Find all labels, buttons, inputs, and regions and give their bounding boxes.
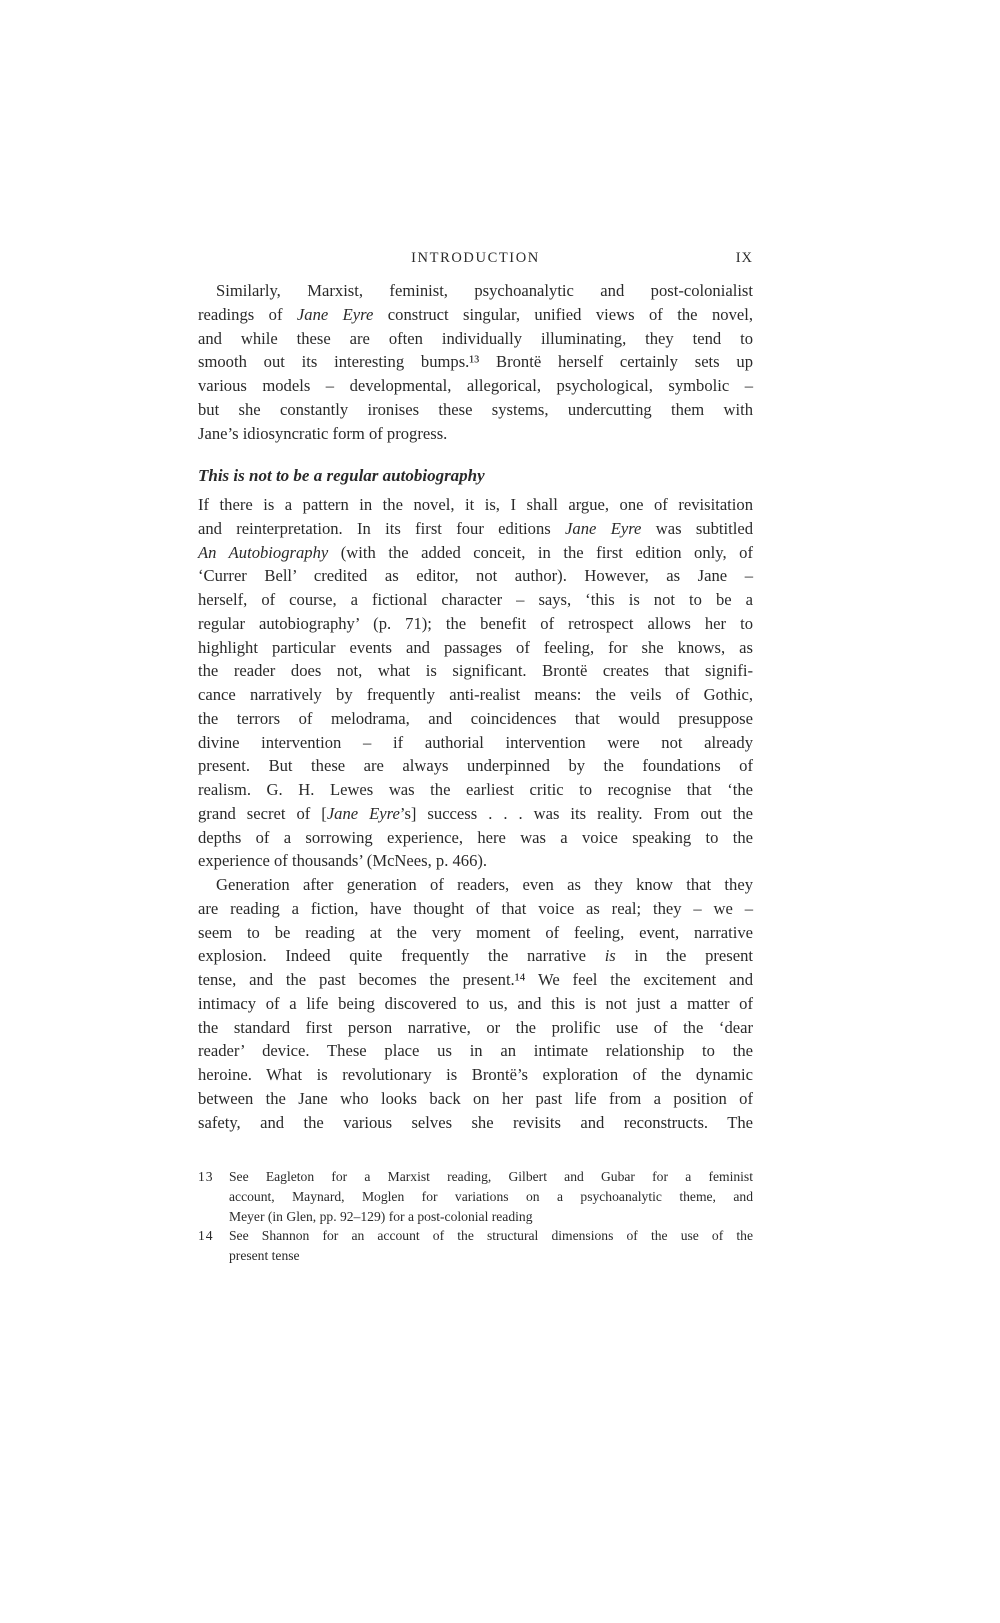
italic-text: An Autobiography (198, 542, 329, 562)
text-line (198, 327, 753, 351)
text-line (229, 1226, 753, 1246)
text-span: highlight particular events and passages of feeling, for she knows, as (198, 637, 753, 657)
text-span: smooth out its interesting bumps.¹³ Brontë herself certainly sets up (198, 352, 753, 372)
text-line (198, 517, 753, 541)
text-span: realism. G. H. Lewes was the earliest critic to recognise that ‘the (198, 780, 753, 799)
text-line (198, 873, 753, 897)
text-line (198, 1039, 753, 1063)
text-span: tense, and the past becomes the present.¹⁴ We feel the excitement and (198, 970, 753, 989)
paragraph (198, 493, 753, 873)
text-span: ‘Currer Bell’ credited as editor, not author). However, as Jane – (198, 566, 753, 586)
text-span: present tense (229, 1247, 300, 1263)
footnote-number: 13 (198, 1169, 214, 1184)
text-span: seem to be reading at the very moment of feeling, event, narrative (198, 922, 753, 942)
text-line (198, 683, 753, 707)
italic-text: is (604, 946, 616, 966)
paragraph (198, 279, 753, 445)
text-span: between the Jane who looks back on her past life from a position of (198, 1088, 753, 1108)
text-line (198, 588, 753, 612)
text-line (198, 659, 753, 683)
footnote (198, 1226, 753, 1266)
text-line (198, 398, 753, 422)
italic-text: Jane Eyre (326, 803, 400, 823)
text-line (198, 564, 753, 588)
text-line (198, 374, 753, 398)
text-line (198, 1087, 753, 1111)
text-span: depths of a sorrowing experience, here was a voice speaking to the (198, 827, 753, 847)
text-line (229, 1167, 753, 1187)
text-line (198, 944, 753, 968)
text-span: (with the added conceit, in the first edition only, of (328, 542, 753, 562)
text-span: but she constantly ironises these systems, undercutting them with (198, 399, 753, 419)
text-span: See Shannon for an account of the structural dimensions of the use of the (229, 1228, 753, 1243)
text-span: grand secret of [ (198, 803, 327, 823)
running-head-title: INTRODUCTION (411, 250, 540, 266)
text-span: various models – developmental, allegorical, psychological, symbolic – (198, 376, 753, 395)
text-span: present. But these are always underpinned by the foundations of (198, 756, 753, 776)
text-line (229, 1187, 753, 1207)
text-span: the terrors of melodrama, and coincidences that would presuppose (198, 708, 753, 728)
text-span: the standard first person narrative, or the prolific use of the ‘dear (198, 1017, 753, 1037)
text-line (198, 754, 753, 778)
text-span: experience of thousands’ (McNees, p. 466). (198, 851, 488, 871)
text-span: See Eagleton for a Marxist reading, Gilbert and Gubar for a feminist (229, 1169, 753, 1184)
text-span: reader’ device. These place us in an intimate relationship to the (198, 1041, 753, 1061)
text-span: ’s] success . . . was its reality. From out the (399, 803, 753, 823)
text-span: and reinterpretation. In its first four editions (198, 518, 566, 538)
text-line (198, 636, 753, 660)
text-span: Similarly, Marxist, feminist, psychoanalytic and post-colonialist (216, 281, 753, 300)
text-span: and while these are often individually illuminating, they tend to (198, 328, 753, 348)
text-span: regular autobiography’ (p. 71); the benefit of retrospect allows her to (198, 613, 753, 633)
text-line (198, 1016, 753, 1040)
text-line (198, 303, 753, 327)
text-line (198, 849, 753, 873)
text-span: are reading a fiction, have thought of that voice as real; they – we – (198, 898, 753, 918)
text-line (198, 422, 753, 446)
footnote-number: 14 (198, 1228, 214, 1243)
text-line (198, 612, 753, 636)
text-line (198, 921, 753, 945)
text-span: If there is a pattern in the novel, it is, I shall argue, one of revisitation (198, 495, 753, 514)
text-span: was subtitled (641, 518, 754, 538)
text-line (229, 1246, 753, 1266)
text-span: the reader does not, what is significant. Brontë creates that signifi- (198, 661, 753, 681)
section-heading: This is not to be a regular autobiography (198, 466, 485, 485)
text-span: Meyer (in Glen, pp. 92–129) for a post-colonial reading (229, 1208, 533, 1224)
text-line (198, 778, 753, 802)
text-line (198, 897, 753, 921)
text-span: cance narratively by frequently anti-realist means: the veils of Gothic, (198, 685, 753, 704)
italic-text: Jane Eyre (296, 304, 374, 324)
text-line (198, 350, 753, 374)
page-number: IX (735, 250, 753, 266)
text-span: divine intervention – if authorial intervention were not already (198, 732, 753, 752)
footnote (198, 1167, 753, 1226)
text-line (198, 802, 753, 826)
text-line (198, 279, 753, 303)
text-line (198, 826, 753, 850)
paragraph (198, 873, 753, 1134)
text-span: readings of (198, 304, 297, 324)
text-span: Jane’s idiosyncratic form of progress. (198, 423, 448, 443)
text-span: in the present (615, 946, 753, 966)
text-line (198, 731, 753, 755)
text-span: safety, and the various selves she revisits and reconstructs. The (198, 1112, 753, 1132)
italic-text: Jane Eyre (565, 518, 642, 538)
text-line (198, 992, 753, 1016)
text-span: intimacy of a life being discovered to us, and this is not just a matter of (198, 993, 753, 1013)
text-span: herself, of course, a fictional character – says, ‘this is not to be a (198, 590, 753, 609)
text-line (198, 493, 753, 517)
text-line (198, 707, 753, 731)
running-head (198, 250, 753, 270)
text-span: explosion. Indeed quite frequently the narrative (198, 946, 605, 966)
text-line (198, 1063, 753, 1087)
text-line (229, 1207, 753, 1227)
text-span: account, Maynard, Moglen for variations on a psychoanalytic theme, and (229, 1188, 753, 1204)
text-span: heroine. What is revolutionary is Brontë’s exploration of the dynamic (198, 1065, 753, 1084)
text-span: Generation after generation of readers, even as they know that they (216, 875, 753, 894)
text-line (198, 541, 753, 565)
text-line (198, 968, 753, 992)
text-span: construct singular, unified views of the novel, (373, 304, 753, 324)
text-line (198, 1111, 753, 1135)
